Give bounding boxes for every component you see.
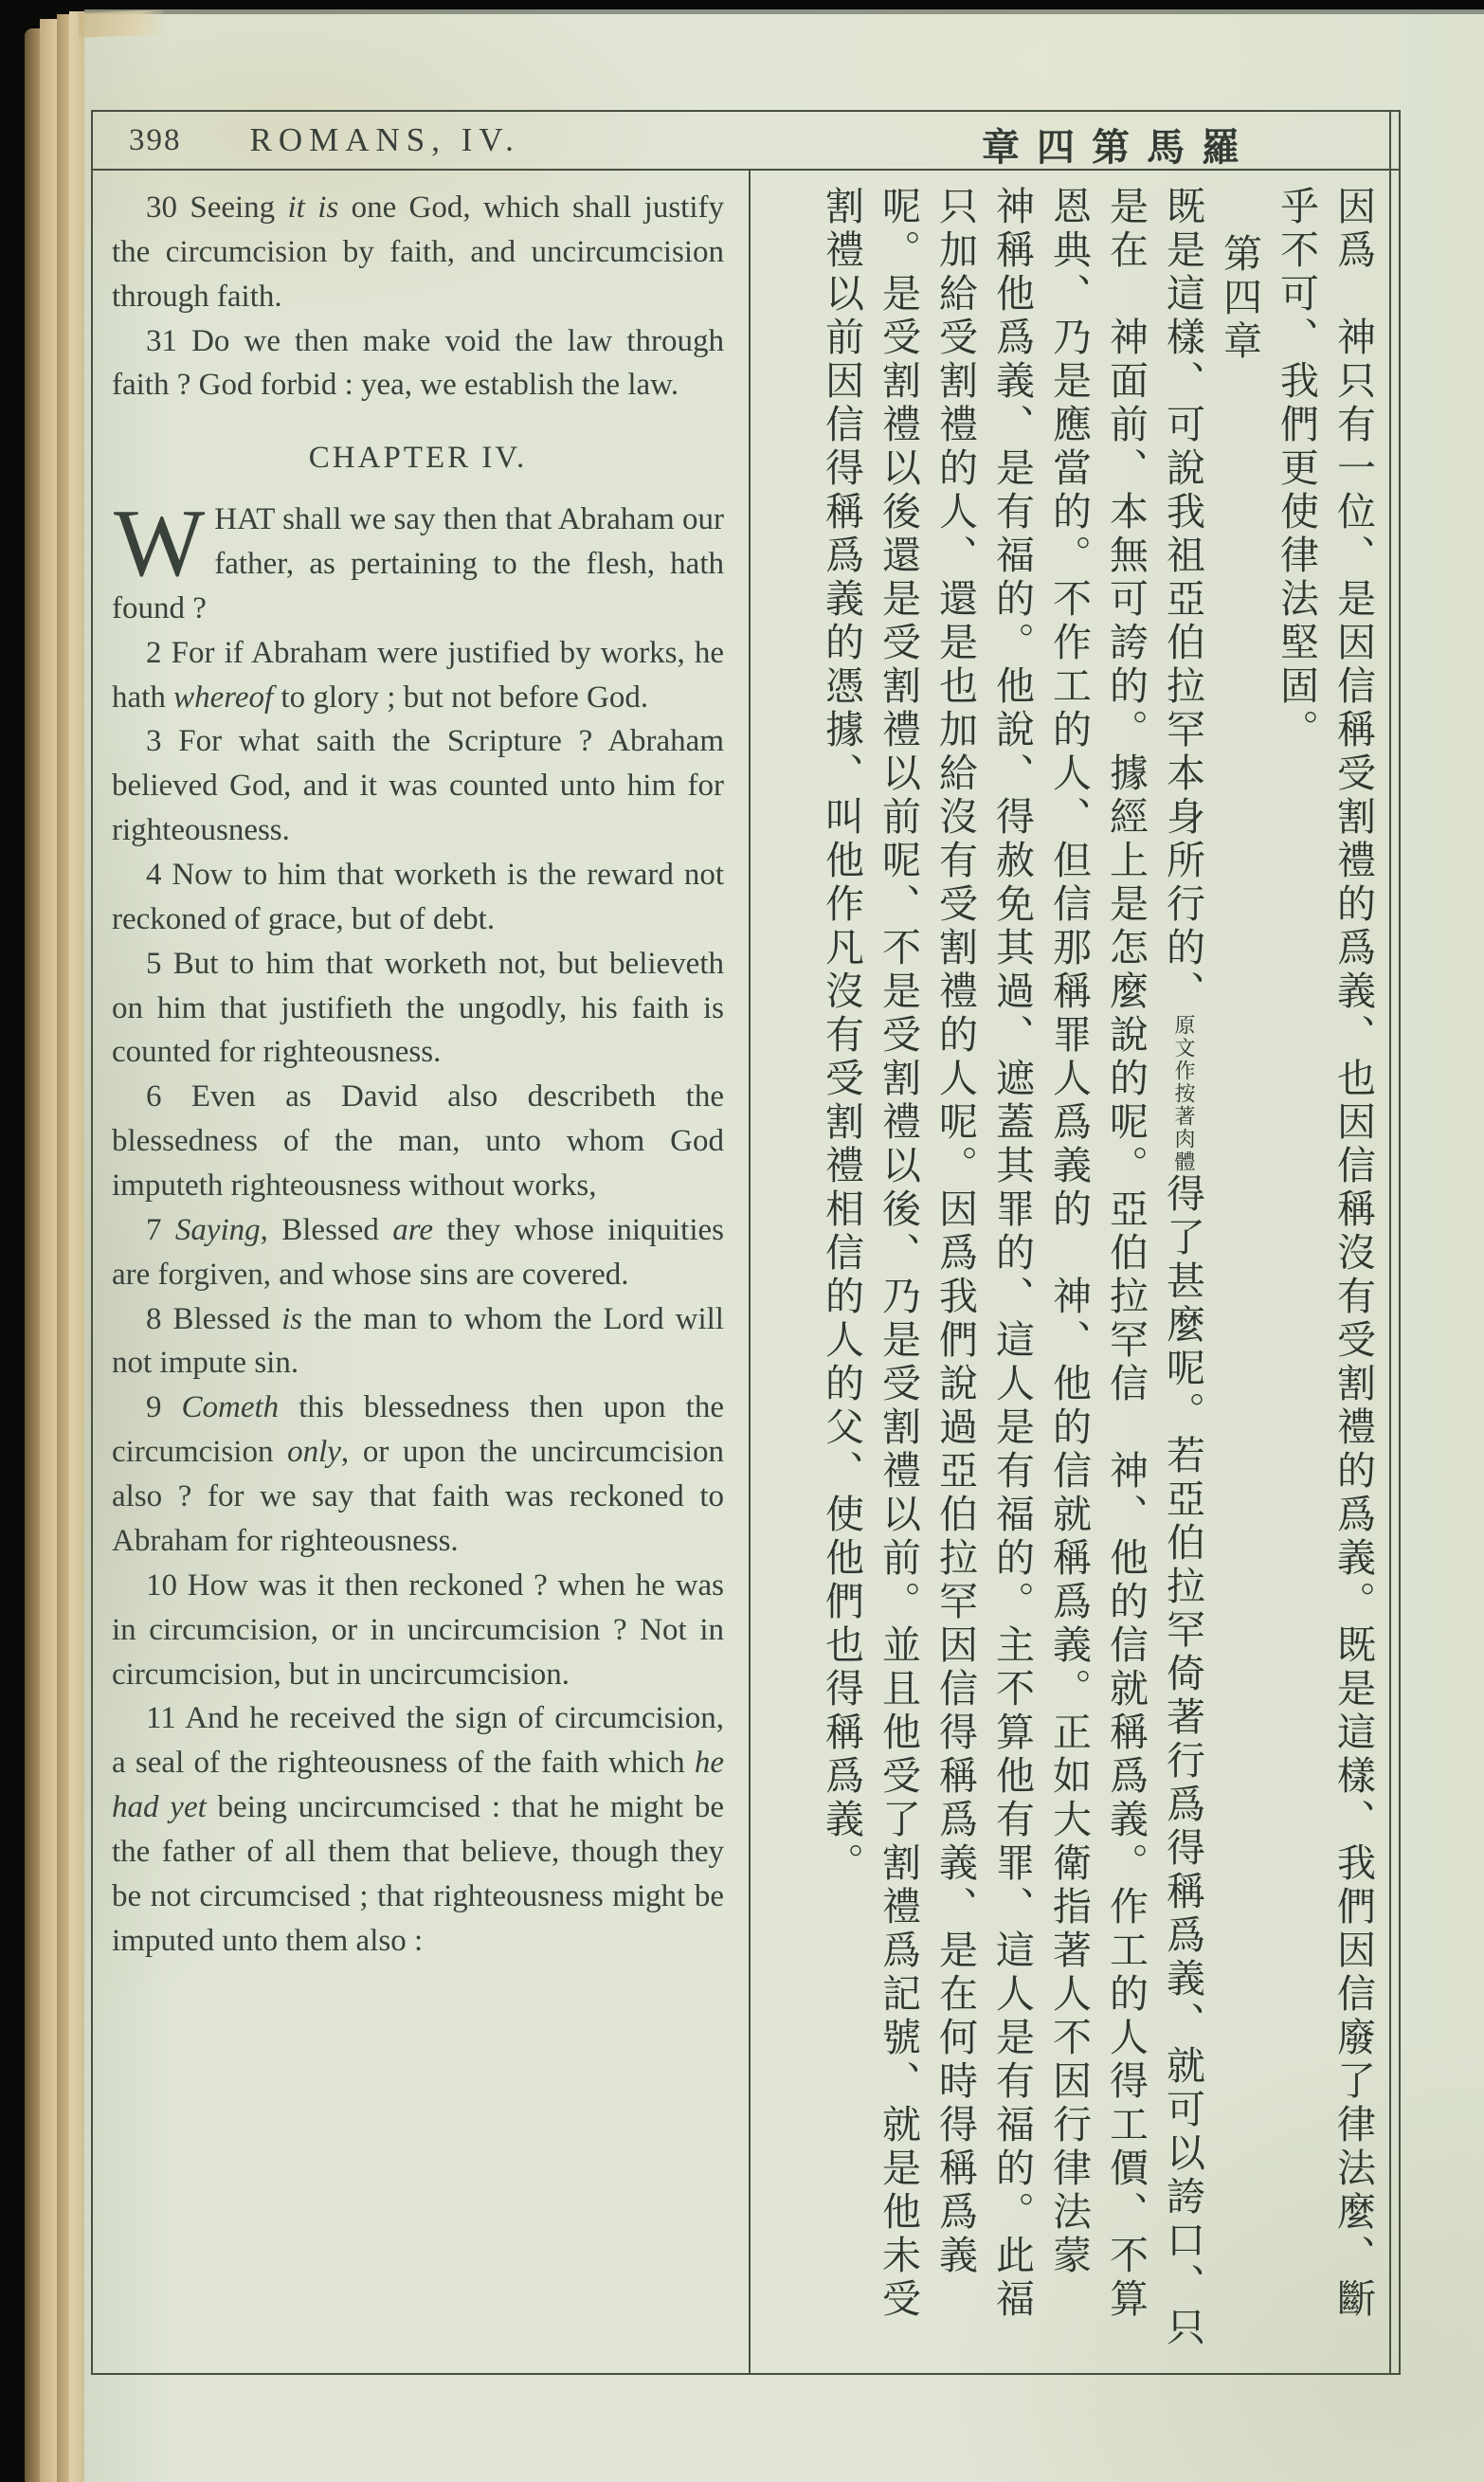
page-body (93, 171, 1399, 2375)
verse-1: WHAT shall we say then that Abraham our father, as pertaining to the flesh, hath found ? (112, 490, 724, 625)
verse-5: 5 But to him that worketh not, but believeth on him that justifieth the ungodly, his faith is counted for righteousness. (112, 946, 724, 1070)
verse-30: 30 Seeing it is one God, which shall justify the circumcision by faith, and uncircumcision through faith. (112, 190, 724, 314)
verse-4: 4 Now to him that worketh is the reward not reckoned of grace, but of debt. (112, 858, 724, 936)
romans-4-1-11-chinese: 既是這樣、可說我祖亞伯拉罕本身所行的、原文作按著肉體得了甚麼呢。若亞伯拉罕倚著行爲得稱爲義、就可以誇口、只是在 神面前、本無可誇的。據經上是怎麼說的呢。亞伯拉罕信 神、他的信就稱爲義。作工的人得工價、不算恩典、乃是應當的。不作工的人、但信那稱罪人爲義的 神、他的信就稱爲義。正如大衛指著人不因行律法蒙 神稱他爲義、是有福的。他說、得赦免其過、遮蓋其罪的、這人是有福的。主不算他有罪、這人是有福的。此福只加給受割禮的人、還是也加給沒有受割禮的人呢。因爲我們說過亞伯拉罕因信得稱爲義、是在何時得稱爲義呢。是受割禮以後還是受割禮以前呢、不是受割禮以後、乃是受割禮以前。並且他受了割禮爲記號、就是他未受割禮以前因信得稱爲義的憑據、叫他作凡沒有受割禮相信的人的父、使他們也得稱爲義。 (819, 186, 1205, 2350)
page-number: 398 (129, 122, 182, 157)
book-edge-strip (40, 19, 57, 2482)
verse-11: 11 And he received the sign of circumcision, a seal of the righteousness of the faith which he had yet being uncircumcised : that he might be the father of all them that believe, though they be not circumcised ; that righteousness might be imputed unto them also : (112, 1701, 724, 1958)
running-title-chinese: 章四第馬羅 (982, 126, 1257, 170)
chapter-heading-english: CHAPTER IV. (308, 441, 528, 476)
book-edge-strip-inner (69, 11, 84, 2482)
inner-border-rule (1389, 112, 1391, 2373)
verse-2: 2 For if Abraham were justified by works, he hath whereof to glory ; but not before God. (112, 635, 724, 715)
romans-3-30-31-chinese: 因爲 神只有一位、是因信稱受割禮的爲義、也因信稱沒有受割禮的爲義。既是這樣、我們因信廢了律法麼、斷乎不可、我們更使律法堅固。 (1274, 186, 1376, 2322)
book-page (84, 9, 1484, 2482)
running-title-english: ROMANS, IV. (249, 121, 520, 158)
verse-6: 6 Even as David also describeth the blessedness of the man, unto whom God imputeth righteousness without works, (112, 1079, 724, 1204)
verse-3: 3 For what saith the Scripture ? Abraham believed God, and it was counted unto him for righteousness. (112, 724, 724, 848)
book-edge-strip-outer (25, 28, 40, 2482)
page-header (93, 112, 1399, 171)
verse-31: 31 Do we then make void the law through faith ? God forbid : yea, we establish the law. (112, 323, 724, 403)
chinese-column (751, 171, 1399, 2375)
page-corner-curl (79, 9, 165, 37)
english-column (93, 171, 751, 2375)
drop-cap-letter: W (114, 490, 206, 598)
verse-8: 8 Blessed is the man to whom the Lord will not impute sin. (112, 1301, 724, 1381)
verse-9: 9 Cometh this blessedness then upon the circumcision only, or upon the uncircumcision also ? for we say that faith was reckoned to Abraham for righteousness. (112, 1390, 725, 1558)
verse-10: 10 How was it then reckoned ? when he was in circumcision, or in uncircumcision ? Not in circumcision, but in uncircumcision. (112, 1567, 724, 1692)
verse-7: 7 Saying, Blessed are they whose iniquities are forgiven, and whose sins are covered. (112, 1212, 725, 1292)
book-edge-strip (57, 14, 69, 2482)
chapter-heading-chinese: 第四章 (1217, 233, 1262, 364)
print-frame (91, 110, 1401, 2375)
chinese-text (756, 186, 1382, 2362)
